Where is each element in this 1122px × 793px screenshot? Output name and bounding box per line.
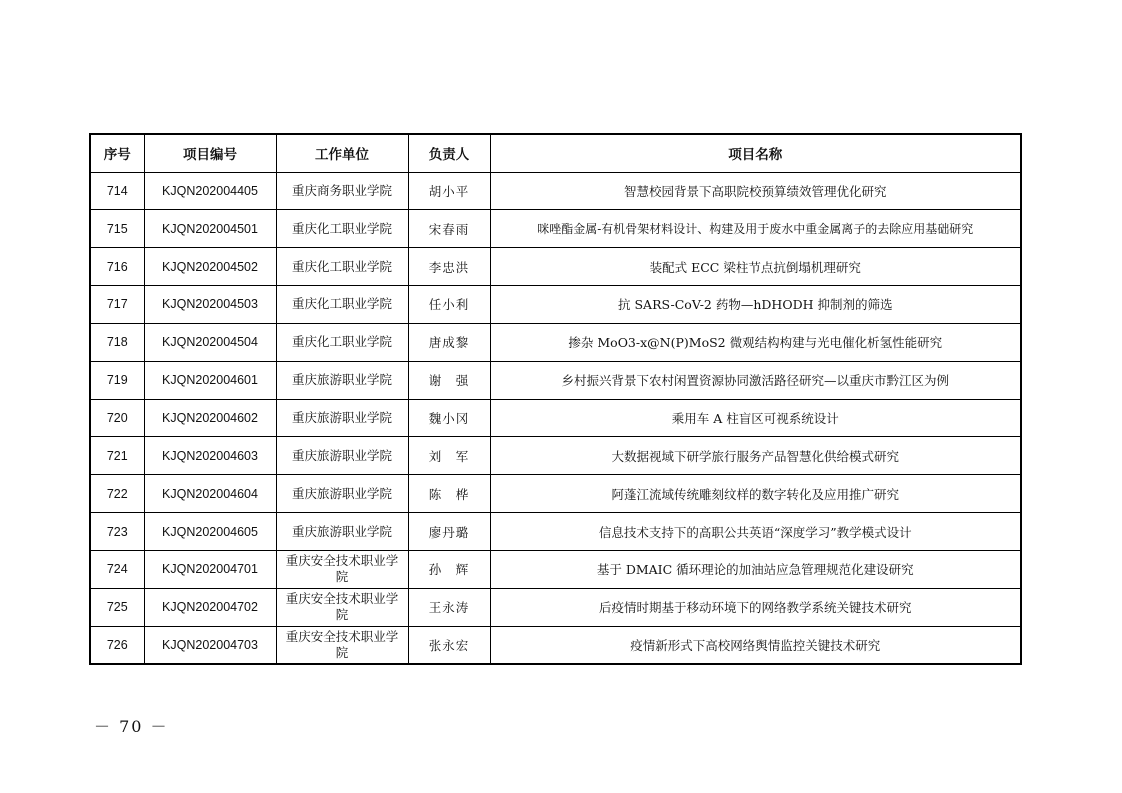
cell-code: KJQN202004605 bbox=[144, 513, 276, 551]
page-number: － 70 － bbox=[94, 717, 169, 736]
cell-code: KJQN202004504 bbox=[144, 323, 276, 361]
cell-lead: 张永宏 bbox=[408, 626, 490, 664]
header-name: 项目名称 bbox=[490, 134, 1021, 172]
cell-unit: 重庆安全技术职业学院 bbox=[276, 626, 408, 664]
cell-code: KJQN202004702 bbox=[144, 588, 276, 626]
cell-seq: 715 bbox=[90, 210, 144, 248]
cell-lead: 王永涛 bbox=[408, 588, 490, 626]
cell-seq: 721 bbox=[90, 437, 144, 475]
cell-unit: 重庆旅游职业学院 bbox=[276, 437, 408, 475]
cell-lead: 廖丹璐 bbox=[408, 513, 490, 551]
cell-code: KJQN202004405 bbox=[144, 172, 276, 210]
cell-seq: 726 bbox=[90, 626, 144, 664]
cell-unit: 重庆化工职业学院 bbox=[276, 323, 408, 361]
cell-seq: 720 bbox=[90, 399, 144, 437]
cell-lead: 陈 桦 bbox=[408, 475, 490, 513]
table-row bbox=[90, 513, 1021, 551]
cell-name: 乡村振兴背景下农村闲置资源协同激活路径研究—以重庆市黔江区为例 bbox=[490, 361, 1021, 399]
cell-seq: 722 bbox=[90, 475, 144, 513]
cell-code: KJQN202004501 bbox=[144, 210, 276, 248]
cell-code: KJQN202004703 bbox=[144, 626, 276, 664]
cell-lead: 孙 辉 bbox=[408, 550, 490, 588]
cell-name: 阿蓬江流域传统雕刻纹样的数字转化及应用推广研究 bbox=[490, 475, 1021, 513]
cell-lead: 唐成黎 bbox=[408, 323, 490, 361]
table-row bbox=[90, 399, 1021, 437]
cell-unit: 重庆化工职业学院 bbox=[276, 286, 408, 324]
cell-name: 后疫情时期基于移动环境下的网络教学系统关键技术研究 bbox=[490, 588, 1021, 626]
cell-unit: 重庆商务职业学院 bbox=[276, 172, 408, 210]
header-seq: 序号 bbox=[90, 134, 144, 172]
cell-name: 智慧校园背景下高职院校预算绩效管理优化研究 bbox=[490, 172, 1021, 210]
cell-name: 疫情新形式下高校网络舆情监控关键技术研究 bbox=[490, 626, 1021, 664]
header-lead: 负责人 bbox=[408, 134, 490, 172]
cell-lead: 谢 强 bbox=[408, 361, 490, 399]
cell-unit: 重庆安全技术职业学院 bbox=[276, 550, 408, 588]
cell-name: 乘用车 A 柱盲区可视系统设计 bbox=[490, 399, 1021, 437]
cell-code: KJQN202004602 bbox=[144, 399, 276, 437]
cell-seq: 719 bbox=[90, 361, 144, 399]
cell-seq: 723 bbox=[90, 513, 144, 551]
cell-unit: 重庆旅游职业学院 bbox=[276, 475, 408, 513]
cell-unit: 重庆安全技术职业学院 bbox=[276, 588, 408, 626]
cell-name: 大数据视域下研学旅行服务产品智慧化供给模式研究 bbox=[490, 437, 1021, 475]
table-body bbox=[90, 172, 1021, 664]
cell-name: 掺杂 MoO3-x@N(P)MoS2 微观结构构建与光电催化析氢性能研究 bbox=[490, 323, 1021, 361]
cell-seq: 714 bbox=[90, 172, 144, 210]
cell-unit: 重庆化工职业学院 bbox=[276, 248, 408, 286]
cell-seq: 717 bbox=[90, 286, 144, 324]
table-row bbox=[90, 361, 1021, 399]
cell-lead: 胡小平 bbox=[408, 172, 490, 210]
table-header bbox=[90, 134, 1021, 172]
cell-lead: 刘 军 bbox=[408, 437, 490, 475]
cell-name: 抗 SARS-CoV-2 药物—hDHODH 抑制剂的筛选 bbox=[490, 286, 1021, 324]
cell-lead: 魏小冈 bbox=[408, 399, 490, 437]
project-table bbox=[89, 133, 1022, 665]
cell-unit: 重庆旅游职业学院 bbox=[276, 361, 408, 399]
table-row bbox=[90, 323, 1021, 361]
cell-lead: 李忠洪 bbox=[408, 248, 490, 286]
cell-name: 装配式 ECC 梁柱节点抗倒塌机理研究 bbox=[490, 248, 1021, 286]
cell-code: KJQN202004701 bbox=[144, 550, 276, 588]
cell-code: KJQN202004604 bbox=[144, 475, 276, 513]
cell-seq: 716 bbox=[90, 248, 144, 286]
table-row bbox=[90, 437, 1021, 475]
table-row bbox=[90, 286, 1021, 324]
header-code: 项目编号 bbox=[144, 134, 276, 172]
cell-code: KJQN202004502 bbox=[144, 248, 276, 286]
cell-unit: 重庆化工职业学院 bbox=[276, 210, 408, 248]
table-row bbox=[90, 172, 1021, 210]
table-row bbox=[90, 626, 1021, 664]
cell-lead: 任小利 bbox=[408, 286, 490, 324]
cell-unit: 重庆旅游职业学院 bbox=[276, 513, 408, 551]
cell-unit: 重庆旅游职业学院 bbox=[276, 399, 408, 437]
cell-seq: 718 bbox=[90, 323, 144, 361]
cell-code: KJQN202004603 bbox=[144, 437, 276, 475]
table-row bbox=[90, 475, 1021, 513]
table-row bbox=[90, 210, 1021, 248]
table-row bbox=[90, 588, 1021, 626]
table-row bbox=[90, 550, 1021, 588]
cell-name: 咪唑酯金属-有机骨架材料设计、构建及用于废水中重金属离子的去除应用基础研究 bbox=[490, 210, 1021, 248]
cell-seq: 725 bbox=[90, 588, 144, 626]
table-row bbox=[90, 248, 1021, 286]
cell-seq: 724 bbox=[90, 550, 144, 588]
cell-name: 信息技术支持下的高职公共英语“深度学习”教学模式设计 bbox=[490, 513, 1021, 551]
header-row bbox=[90, 134, 1021, 172]
cell-name: 基于 DMAIC 循环理论的加油站应急管理规范化建设研究 bbox=[490, 550, 1021, 588]
cell-code: KJQN202004601 bbox=[144, 361, 276, 399]
cell-code: KJQN202004503 bbox=[144, 286, 276, 324]
cell-lead: 宋春雨 bbox=[408, 210, 490, 248]
header-unit: 工作单位 bbox=[276, 134, 408, 172]
